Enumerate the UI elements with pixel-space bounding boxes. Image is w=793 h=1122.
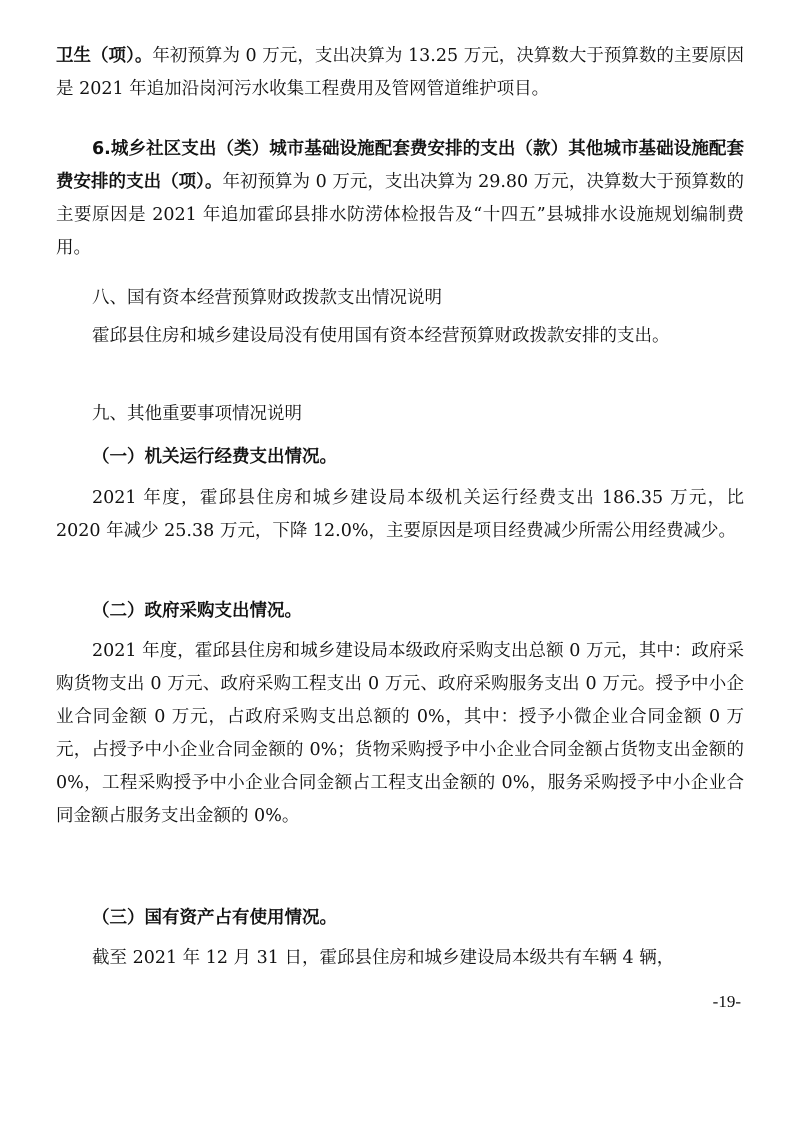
item-title: 卫生（项）。 [56,46,153,66]
paragraph-operating-costs: 2021 年度，霍邱县住房和城乡建设局本级机关运行经费支出 186.35 万元，比 2020 年减少 25.38 万元，下降 12.0%，主要原因是项目经费减少所需公用经费减少。 [56,488,744,541]
paragraph-state-capital: 霍邱县住房和城乡建设局没有使用国有资本经营预算财政拨款安排的支出。 [92,326,670,346]
section-heading-9: 九、其他重要事项情况说明 [92,404,302,424]
item-text: 年初预算为 0 万元，支出决算为 13.25 万元，决算数大于预算数的主要原因是 2021 年追加沿岗河污水收集工程费用及管网管道维护项目。 [56,46,745,99]
subsection-heading-2: （二）政府采购支出情况。 [92,601,302,621]
item-text: 年初预算为 0 万元，支出决算为 29.80 万元，决算数大于预算数的主要原因是 2021 年追加霍邱县排水防涝体检报告及“十四五”县城排水设施规划编制费用。 [56,172,744,258]
paragraph-sanitation [56,40,744,106]
paragraph-state-assets: 截至 2021 年 12 月 31 日，霍邱县住房和城乡建设局本级共有车辆 4 辆， [92,948,675,968]
paragraph-procurement: 2021 年度，霍邱县住房和城乡建设局本级政府采购支出总额 0 万元，其中：政府采购货物支出 0 万元、政府采购工程支出 0 万元、政府采购服务支出 0 万元。授予中小企业合同金额 0 万元，占政府采购支出总额的 0%，其中：授予小微企业合同金额 0 万元，占授予中小企业合同金额的 0%；货物采购授予中小企业合同金额占货物支出金额的 0%，工程采购授予中小企业合同金额占工程支出金额的 0%，服务采购授予中小企业合同金额占服务支出金额的 0%。 [56,641,744,826]
page-number: -19- [712,992,741,1011]
paragraph-infrastructure-fee [56,133,744,265]
subsection-heading-1: （一）机关运行经费支出情况。 [92,447,337,467]
section-heading-8: 八、国有资本经营预算财政拨款支出情况说明 [92,288,442,308]
item-title: 6.城乡社区支出（类）城市基础设施配套费安排的支出（款）其他城市基础设施配套费安排的支出（项）。 [56,139,744,192]
subsection-heading-3: （三）国有资产占有使用情况。 [92,908,337,928]
